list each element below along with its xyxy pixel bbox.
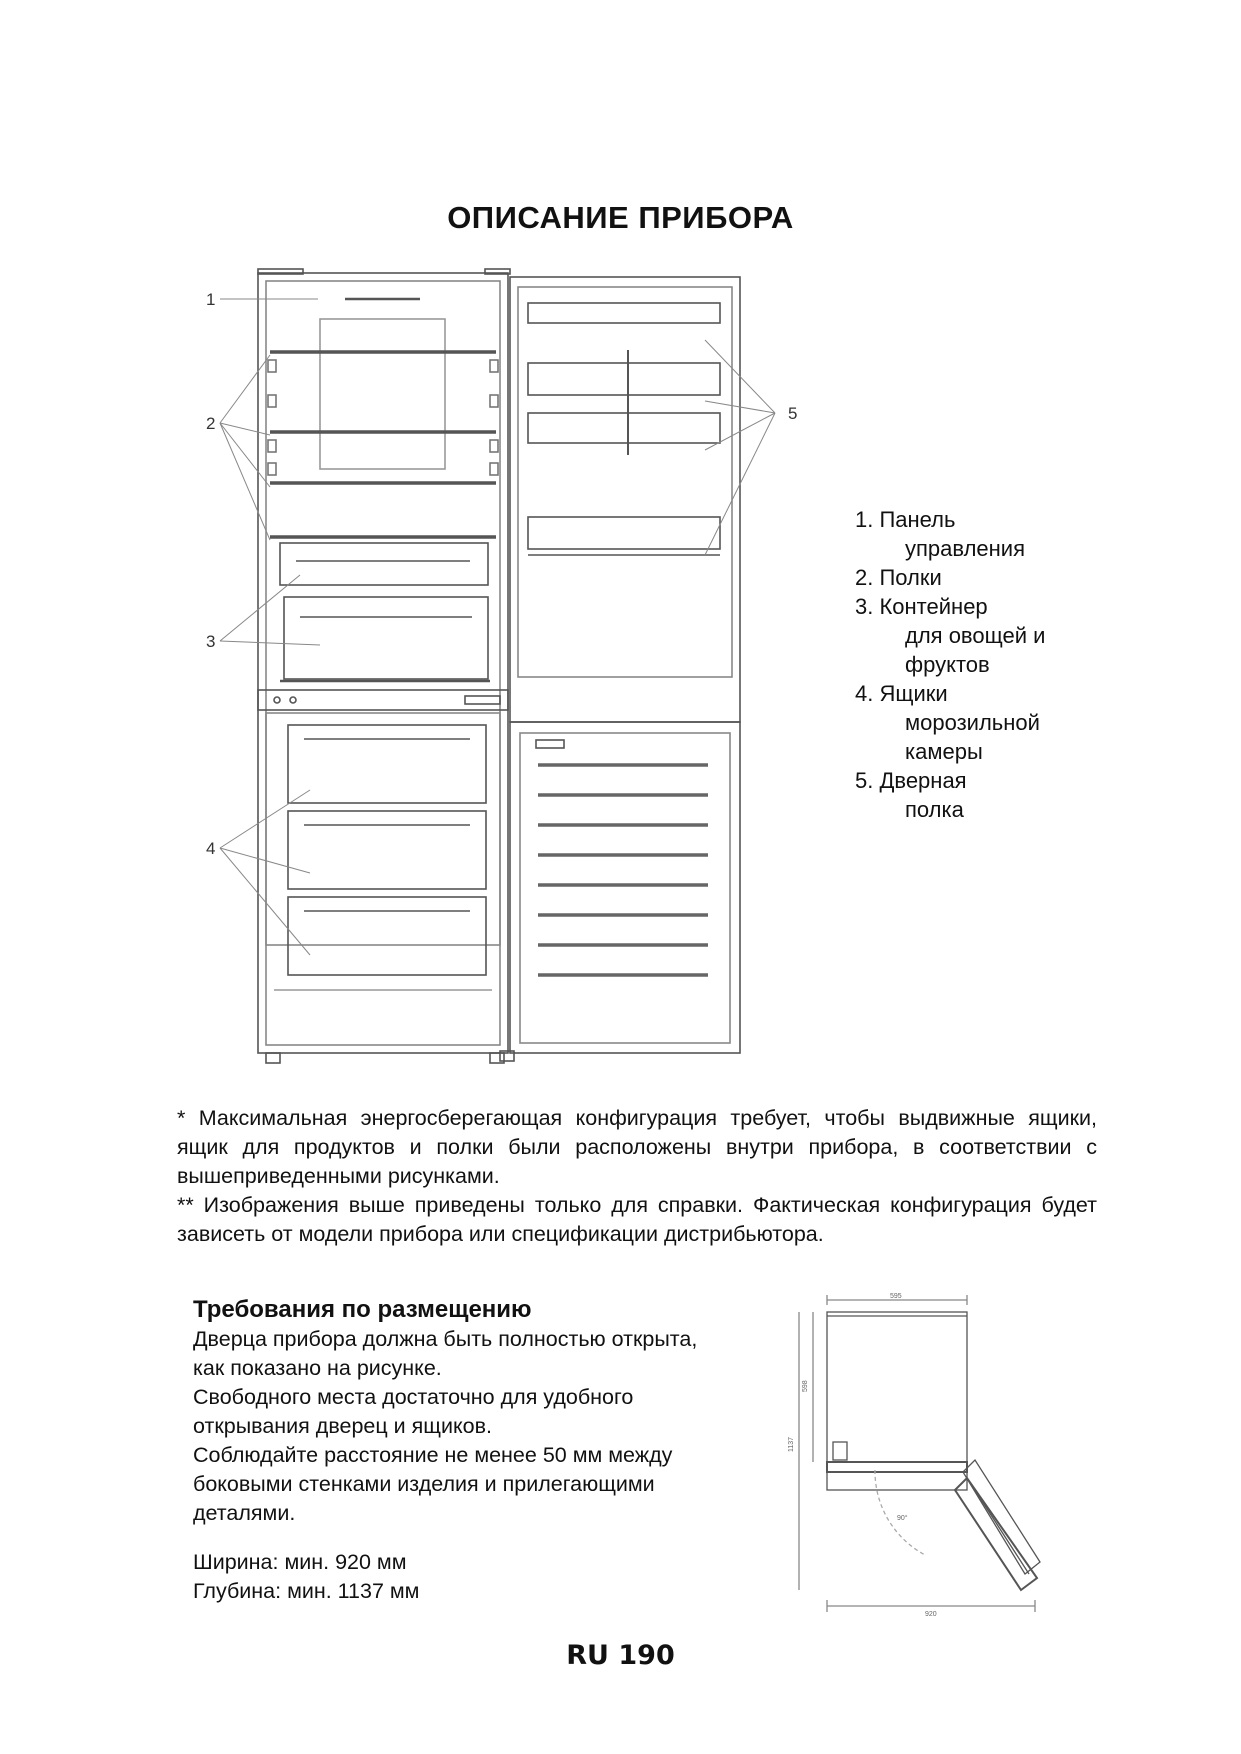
freezer-drawer-3 bbox=[288, 897, 486, 975]
placement-plan-diagram bbox=[785, 1290, 1085, 1620]
legend-item-4: 4. Ящики морозильной камеры bbox=[855, 681, 1040, 764]
fridge-cabinet bbox=[258, 273, 508, 1053]
callout-3: 3 bbox=[206, 632, 216, 651]
page-number: RU 190 bbox=[566, 1640, 675, 1671]
placement-paragraph-2: Свободного места достаточно для удобного открывания дверец и ящиков. bbox=[193, 1385, 634, 1438]
placement-paragraph-1: Дверца прибора должна быть полностью открыта, как показано на рисунке. bbox=[193, 1327, 698, 1380]
door-shelf-4 bbox=[528, 517, 720, 549]
plan-dim-left-total: 1137 bbox=[788, 1436, 795, 1452]
fridge-door bbox=[510, 277, 740, 722]
shelves bbox=[270, 352, 496, 537]
open-door-plan bbox=[955, 1460, 1040, 1590]
crisper-drawer-top bbox=[280, 543, 488, 585]
callout-5: 5 bbox=[788, 404, 798, 423]
placement-dimensions bbox=[193, 1548, 419, 1606]
note-energy: * Максимальная энергосберегающая конфигурация требует, чтобы выдвижные ящики, ящик для продуктов и полки были расположены внутри прибора, в соответствии с вышеприведенными рисунками. bbox=[177, 1106, 1097, 1188]
legend-item-2: 2. Полки bbox=[855, 565, 942, 590]
door-shelf-1 bbox=[528, 303, 720, 323]
freezer-door-ribs bbox=[538, 765, 708, 975]
freezer-drawer-1 bbox=[288, 725, 486, 803]
legend-item-3: 3. Контейнер для овощей и фруктов bbox=[855, 594, 1046, 677]
callout-4: 4 bbox=[206, 839, 216, 858]
min-width: Ширина: мин. 920 мм bbox=[193, 1550, 407, 1574]
fridge-plan-body bbox=[827, 1312, 967, 1490]
crisper-drawer bbox=[284, 597, 488, 679]
plan-dim-top: 595 bbox=[890, 1293, 902, 1300]
placement-text bbox=[193, 1325, 713, 1528]
callout-2: 2 bbox=[206, 414, 216, 433]
note-reference: ** Изображения выше приведены только для справки. Фактическая конфигурация будет зависеть от модели прибора или спецификации дистрибьютора. bbox=[177, 1193, 1097, 1246]
plan-dim-bottom: 920 bbox=[925, 1611, 937, 1618]
legend-item-1: 1. Панель управления bbox=[855, 507, 1025, 561]
placement-heading: Требования по размещению bbox=[193, 1296, 532, 1323]
door-shelves bbox=[528, 303, 720, 549]
legend-item-5: 5. Дверная полка bbox=[855, 768, 967, 822]
fridge-diagram bbox=[200, 255, 820, 1075]
freezer-door bbox=[510, 722, 740, 1053]
parts-legend bbox=[855, 505, 1045, 824]
door-shelf-3 bbox=[528, 413, 720, 443]
plan-angle-label: 90° bbox=[897, 1515, 908, 1522]
min-depth: Глубина: мин. 1137 мм bbox=[193, 1579, 420, 1603]
notes-block bbox=[177, 1104, 1097, 1249]
plan-dim-left-upper: 598 bbox=[802, 1380, 809, 1392]
callout-1: 1 bbox=[206, 290, 216, 309]
freezer-drawer-2 bbox=[288, 811, 486, 889]
page-title: ОПИСАНИЕ ПРИБОРА bbox=[447, 200, 794, 235]
placement-paragraph-3: Соблюдайте расстояние не менее 50 мм между боковыми стенками изделия и прилегающими деталями. bbox=[193, 1443, 673, 1525]
door-shelf-2 bbox=[528, 363, 720, 395]
